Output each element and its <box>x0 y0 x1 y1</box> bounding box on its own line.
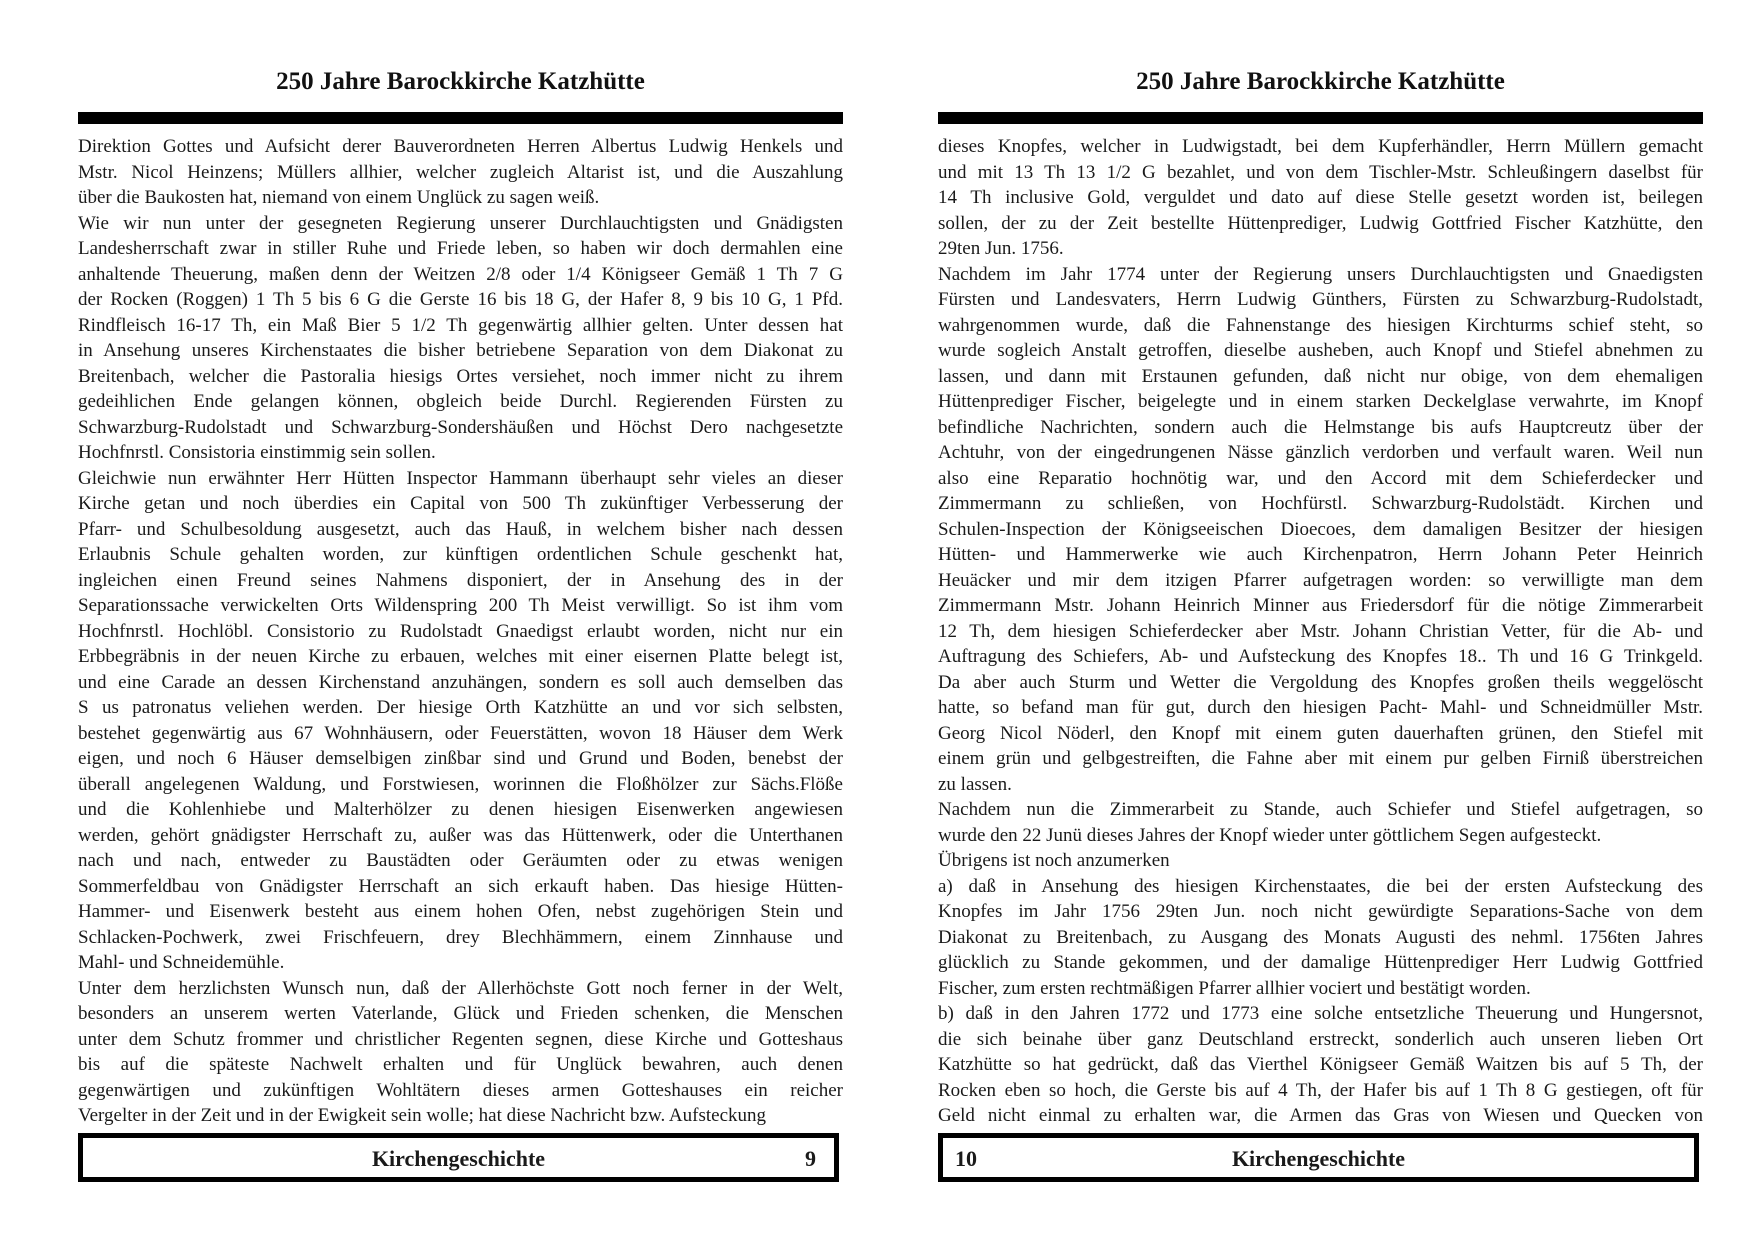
text-line: Da aber auch Sturm und Wetter die Vergoldung des Knopfes großen theils weggelöscht <box>938 671 1703 693</box>
text-line: Diakonat zu Breitenbach, zu Ausgang des Monats Augusti des nehml. 1756ten Jahres <box>938 926 1703 948</box>
text-line: a) daß in Ansehung des hiesigen Kirchenstaates, die bei der ersten Aufsteckung des <box>938 875 1703 897</box>
text-line: und eine Carade an dessen Kirchenstand anzuhängen, sondern es soll auch demselben das <box>78 671 843 693</box>
text-line: Erbbegräbnis in der neuen Kirche zu erbauen, welches mit einer eisernen Platte belegt ist, <box>78 646 843 667</box>
text-line: wurde den 22 Junü dieses Jahres der Knopf wieder unter göttlichem Segen aufgesteckt. <box>938 824 1602 846</box>
text-line: ingleichen einen Freund seines Nahmens disponiert, der in Ansehung des in der <box>78 569 843 591</box>
page-header-title: 250 Jahre Barockkirche Katzhütte <box>1136 68 1505 95</box>
text-line: Georg Nicol Nöderl, den Knopf mit einem guten dauerhaften grünen, den Stiefel mit <box>938 722 1703 744</box>
text-line: Hütten- und Hammerwerke wie auch Kirchenpatron, Herrn Johann Peter Heinrich <box>938 544 1703 565</box>
text-line: gegenwärtigen und zukünftigen Wohltätern dieses armen Gotteshauses ein reicher <box>78 1079 843 1101</box>
text-line: 29ten Jun. 1756. <box>938 238 1064 259</box>
text-line: Direktion Gottes und Aufsicht derer Bauverordneten Herren Albertus Ludwig Henkels und <box>78 136 843 157</box>
text-line: und mit 13 Th 13 1/2 G bezahlet, und von dem Tischler-Mstr. Schleußingern daselbst für <box>938 161 1703 183</box>
text-line: dieses Knopfes, welcher in Ludwigstadt, bei dem Kupferhändler, Herrn Müllern gemacht <box>938 136 1703 157</box>
text-line: nach und nach, entweder zu Baustädten oder Geräumten oder zu etwas wenigen <box>78 850 843 871</box>
text-line: wahrgenommen wurde, daß die Fahnenstange des hiesigen Kirchturms schief steht, so <box>938 314 1703 336</box>
footer-section-label: Kirchengeschichte <box>371 1146 546 1171</box>
page-number: 10 <box>955 1146 977 1171</box>
text-line: Separationssache verwickelten Orts Wildenspring 200 Th Meist verwilligt. So ist ihm vom <box>78 595 843 616</box>
footer-section-label: Kirchengeschichte <box>1231 1146 1406 1171</box>
text-line: Katzhütte so hat gedrückt, daß das Vierthel Königseer Gemäß Waitzen bis auf 5 Th, der <box>938 1054 1703 1075</box>
text-line: Übrigens ist noch anzumerken <box>938 850 1170 871</box>
text-line: zu lassen. <box>938 773 1012 795</box>
text-line: Erlaubnis Schule gehalten worden, zur künftigen ordentlichen Schule geschenkt hat, <box>78 544 843 565</box>
page-header-title: 250 Jahre Barockkirche Katzhütte <box>276 68 645 95</box>
text-line: Zimmermann Mstr. Johann Heinrich Minner aus Friedersdorf für die nötige Zimmerarbeit <box>938 595 1703 616</box>
text-line: Mahl- und Schneidemühle. <box>78 952 285 973</box>
text-line: Unter dem herzlichsten Wunsch nun, daß der Allerhöchste Gott noch ferner in der Welt, <box>78 977 843 999</box>
text-line: Zimmermann zu schließen, von Hochfürstl. Schwarzburg-Rudolstädt. Kirchen und <box>938 493 1703 514</box>
text-line: Schulen-Inspection der Königseeischen Dioecoes, dem damaligen Besitzer der hiesigen <box>938 518 1703 540</box>
text-line: Rindfleisch 16-17 Th, ein Maß Bier 5 1/2 Th gegenwärtig allhier gelten. Unter dessen hat <box>78 314 843 336</box>
text-line: Hochfnrstl. Consistoria einstimmig sein sollen. <box>78 442 436 463</box>
text-line: S us patronatus veliehen werden. Der hiesige Orth Katzhütte an und vor sich selbsten, <box>78 697 843 718</box>
text-line: Fischer, zum ersten rechtmäßigen Pfarrer allhier vociert und bestätigt worden. <box>938 977 1531 999</box>
text-line: Achtuhr, von der eingedrungenen Nässe gänzlich verdorben und verfault waren. Weil nun <box>938 442 1703 463</box>
text-line: Geld nicht einmal zu erhalten war, die Armen das Gras von Wiesen und Quecken von <box>938 1105 1703 1126</box>
text-line: die sich beinahe über ganz Deutschland erstreckt, sonderlich auch unseren lieben Ort <box>938 1028 1703 1050</box>
text-line: wurde sogleich Anstalt getroffen, dieselbe ausheben, auch Knopf und Stiefel abnehmen zu <box>938 340 1703 361</box>
text-line: werden, gehört gnädigster Herrschaft zu, außer was das Hüttenwerk, oder die Unterthanen <box>78 824 843 846</box>
page-body-text <box>938 134 1703 1129</box>
text-line: Auftragung des Schiefers, Ab- und Aufsteckung des Knopfes 18.. Th und 16 G Trinkgeld. <box>938 646 1703 667</box>
text-line: Pfarr- und Schulbesoldung ausgesetzt, auch das Hauß, in welchem bisher nach dessen <box>78 518 843 540</box>
text-line: eigen, und noch 6 Häuser demselbigen zinßbar sind und Grund und Boden, benebst der <box>78 748 843 769</box>
text-line: befindliche Nachrichten, sondern auch die Helmstange bis aufs Hauptcreutz über der <box>938 416 1703 438</box>
text-line: Hammer- und Eisenwerk besteht aus einem hohen Ofen, nebst zugehörigen Stein und <box>78 901 843 922</box>
text-line: 14 Th inclusive Gold, verguldet und dato auf diese Stelle gesetzt worden ist, beilegen <box>938 187 1703 208</box>
text-line: Knopfes im Jahr 1756 29ten Jun. noch nicht gewürdigte Separations-Sache von dem <box>938 901 1703 922</box>
text-line: Wie wir nun unter der gesegneten Regierung unserer Durchlauchtigsten und Gnädigsten <box>78 212 843 234</box>
text-line: Rocken eben so hoch, die Gerste bis auf 4 Th, der Hafer bis auf 1 Th 8 G gestiegen, oft für <box>938 1079 1703 1101</box>
text-line: sollen, der zu der Zeit bestellte Hüttenprediger, Ludwig Gottfried Fischer Katzhütte, den <box>938 212 1703 234</box>
text-line: über die Baukosten hat, niemand von einem Unglück zu sagen weiß. <box>78 187 600 208</box>
text-line: der Rocken (Roggen) 1 Th 5 bis 6 G die Gerste 16 bis 18 G, der Hafer 8, 9 bis 10 G, 1 Pfd. <box>78 289 843 310</box>
text-line: Nachdem nun die Zimmerarbeit zu Stande, auch Schiefer und Stiefel aufgetragen, so <box>938 799 1703 820</box>
text-line: Landesherrschaft zwar in stiller Ruhe und Friede leben, so haben wir doch dermahlen eine <box>78 238 843 259</box>
text-line: Nachdem im Jahr 1774 unter der Regierung unsers Durchlauchtigsten und Gnaedigsten <box>938 263 1703 285</box>
text-line: Heuäcker und mir dem itzigen Pfarrer aufgetragen worden: so verwilligte man dem <box>938 569 1703 591</box>
text-line: besonders an unserem werten Vaterlande, Glück und Frieden schenken, die Menschen <box>78 1003 843 1024</box>
text-line: also eine Reparatio hochnötig war, und den Accord mit dem Schieferdecker und <box>938 467 1703 489</box>
right-page <box>938 0 1703 1240</box>
text-line: Schlacken-Pochwerk, zwei Frischfeuern, drey Blechhämmern, einem Zinnhause und <box>78 926 843 948</box>
text-line: b) daß in den Jahren 1772 und 1773 eine solche entsetzliche Theuerung und Hungersnot, <box>938 1003 1703 1024</box>
text-line: 12 Th, dem hiesigen Schieferdecker aber Mstr. Johann Christian Vetter, für die Ab- und <box>938 620 1703 642</box>
text-line: lassen, und dann mit Erstaunen gefunden, daß nicht nur obige, von dem ehemaligen <box>938 365 1703 387</box>
text-line: unter dem Schutz frommer und christlicher Regenten segnen, diese Kirche und Gotteshaus <box>78 1028 843 1050</box>
page-number: 9 <box>805 1146 816 1171</box>
text-line: Vergelter in der Zeit und in der Ewigkeit sein wolle; hat diese Nachricht bzw. Aufsteckung <box>78 1105 767 1126</box>
text-line: Hüttenprediger Fischer, beigelegte und in einem starken Deckelglase verwahrte, im Knopf <box>938 391 1703 412</box>
text-line: glücklich zu Stande gekommen, und der damalige Hüttenprediger Herr Ludwig Gottfried <box>938 952 1703 973</box>
text-line: Mstr. Nicol Heinzens; Müllers allhier, welcher zugleich Altarist ist, und die Auszahlung <box>78 161 843 183</box>
text-line: bis auf die späteste Nachwelt erhalten und für Unglück bewahren, auch denen <box>78 1054 843 1075</box>
text-line: und die Kohlenhiebe und Malterhölzer zu denen hiesigen Eisenwerken angewiesen <box>78 799 843 820</box>
text-line: überall angelegenen Waldung, und Forstwiesen, worinnen die Floßhölzer zur Sächs.Flöße <box>78 773 843 795</box>
text-line: gedeihlichen Ende gelangen können, obgleich beide Durchl. Regierenden Fürsten zu <box>78 391 843 412</box>
text-line: Fürsten und Landesvaters, Herrn Ludwig Günthers, Fürsten zu Schwarzburg-Rudolstadt, <box>938 289 1703 310</box>
text-line: Schwarzburg-Rudolstadt und Schwarzburg-Sondershäußen und Höchst Dero nachgesetzte <box>78 416 843 438</box>
text-line: Hochfnrstl. Hochlöbl. Consistorio zu Rudolstadt Gnaedigst erlaubt worden, nicht nur ein <box>78 620 843 642</box>
page-body-text <box>78 134 843 1129</box>
page-footer <box>78 1133 839 1182</box>
text-line: anhaltende Theuerung, maßen denn der Weitzen 2/8 oder 1/4 Königseer Gemäß 1 Th 7 G <box>78 263 843 285</box>
text-line: Kirche getan und noch überdies ein Capital von 500 Th zukünftiger Verbesserung der <box>78 493 843 514</box>
text-line: in Ansehung unseres Kirchenstaates die bisher betriebene Separation von dem Diakonat zu <box>78 340 843 361</box>
header-rule <box>78 112 843 124</box>
text-line: einem grün und gelbgestreiften, die Fahne aber mit einem pur gelben Firniß überstreichen <box>938 748 1703 769</box>
header-rule <box>938 112 1703 124</box>
text-line: bestehet gegenwärtig aus 67 Wohnhäusern, oder Feuerstätten, wovon 18 Häuser dem Werk <box>78 722 843 744</box>
text-line: Gleichwie nun erwähnter Herr Hütten Inspector Hammann überhaupt sehr vieles an dieser <box>78 467 843 489</box>
page-footer <box>938 1133 1699 1182</box>
text-line: Breitenbach, welcher die Pastoralia hiesigs Ortes versiehet, noch immer nicht zu ihrem <box>78 365 843 387</box>
text-line: hatte, so befand man für gut, durch den hiesigen Pacht- Mahl- und Schneidmüller Mstr. <box>938 697 1703 718</box>
text-line: Sommerfeldbau von Gnädigster Herrschaft an sich erkauft haben. Das hiesige Hütten- <box>78 875 843 897</box>
left-page <box>78 0 843 1240</box>
